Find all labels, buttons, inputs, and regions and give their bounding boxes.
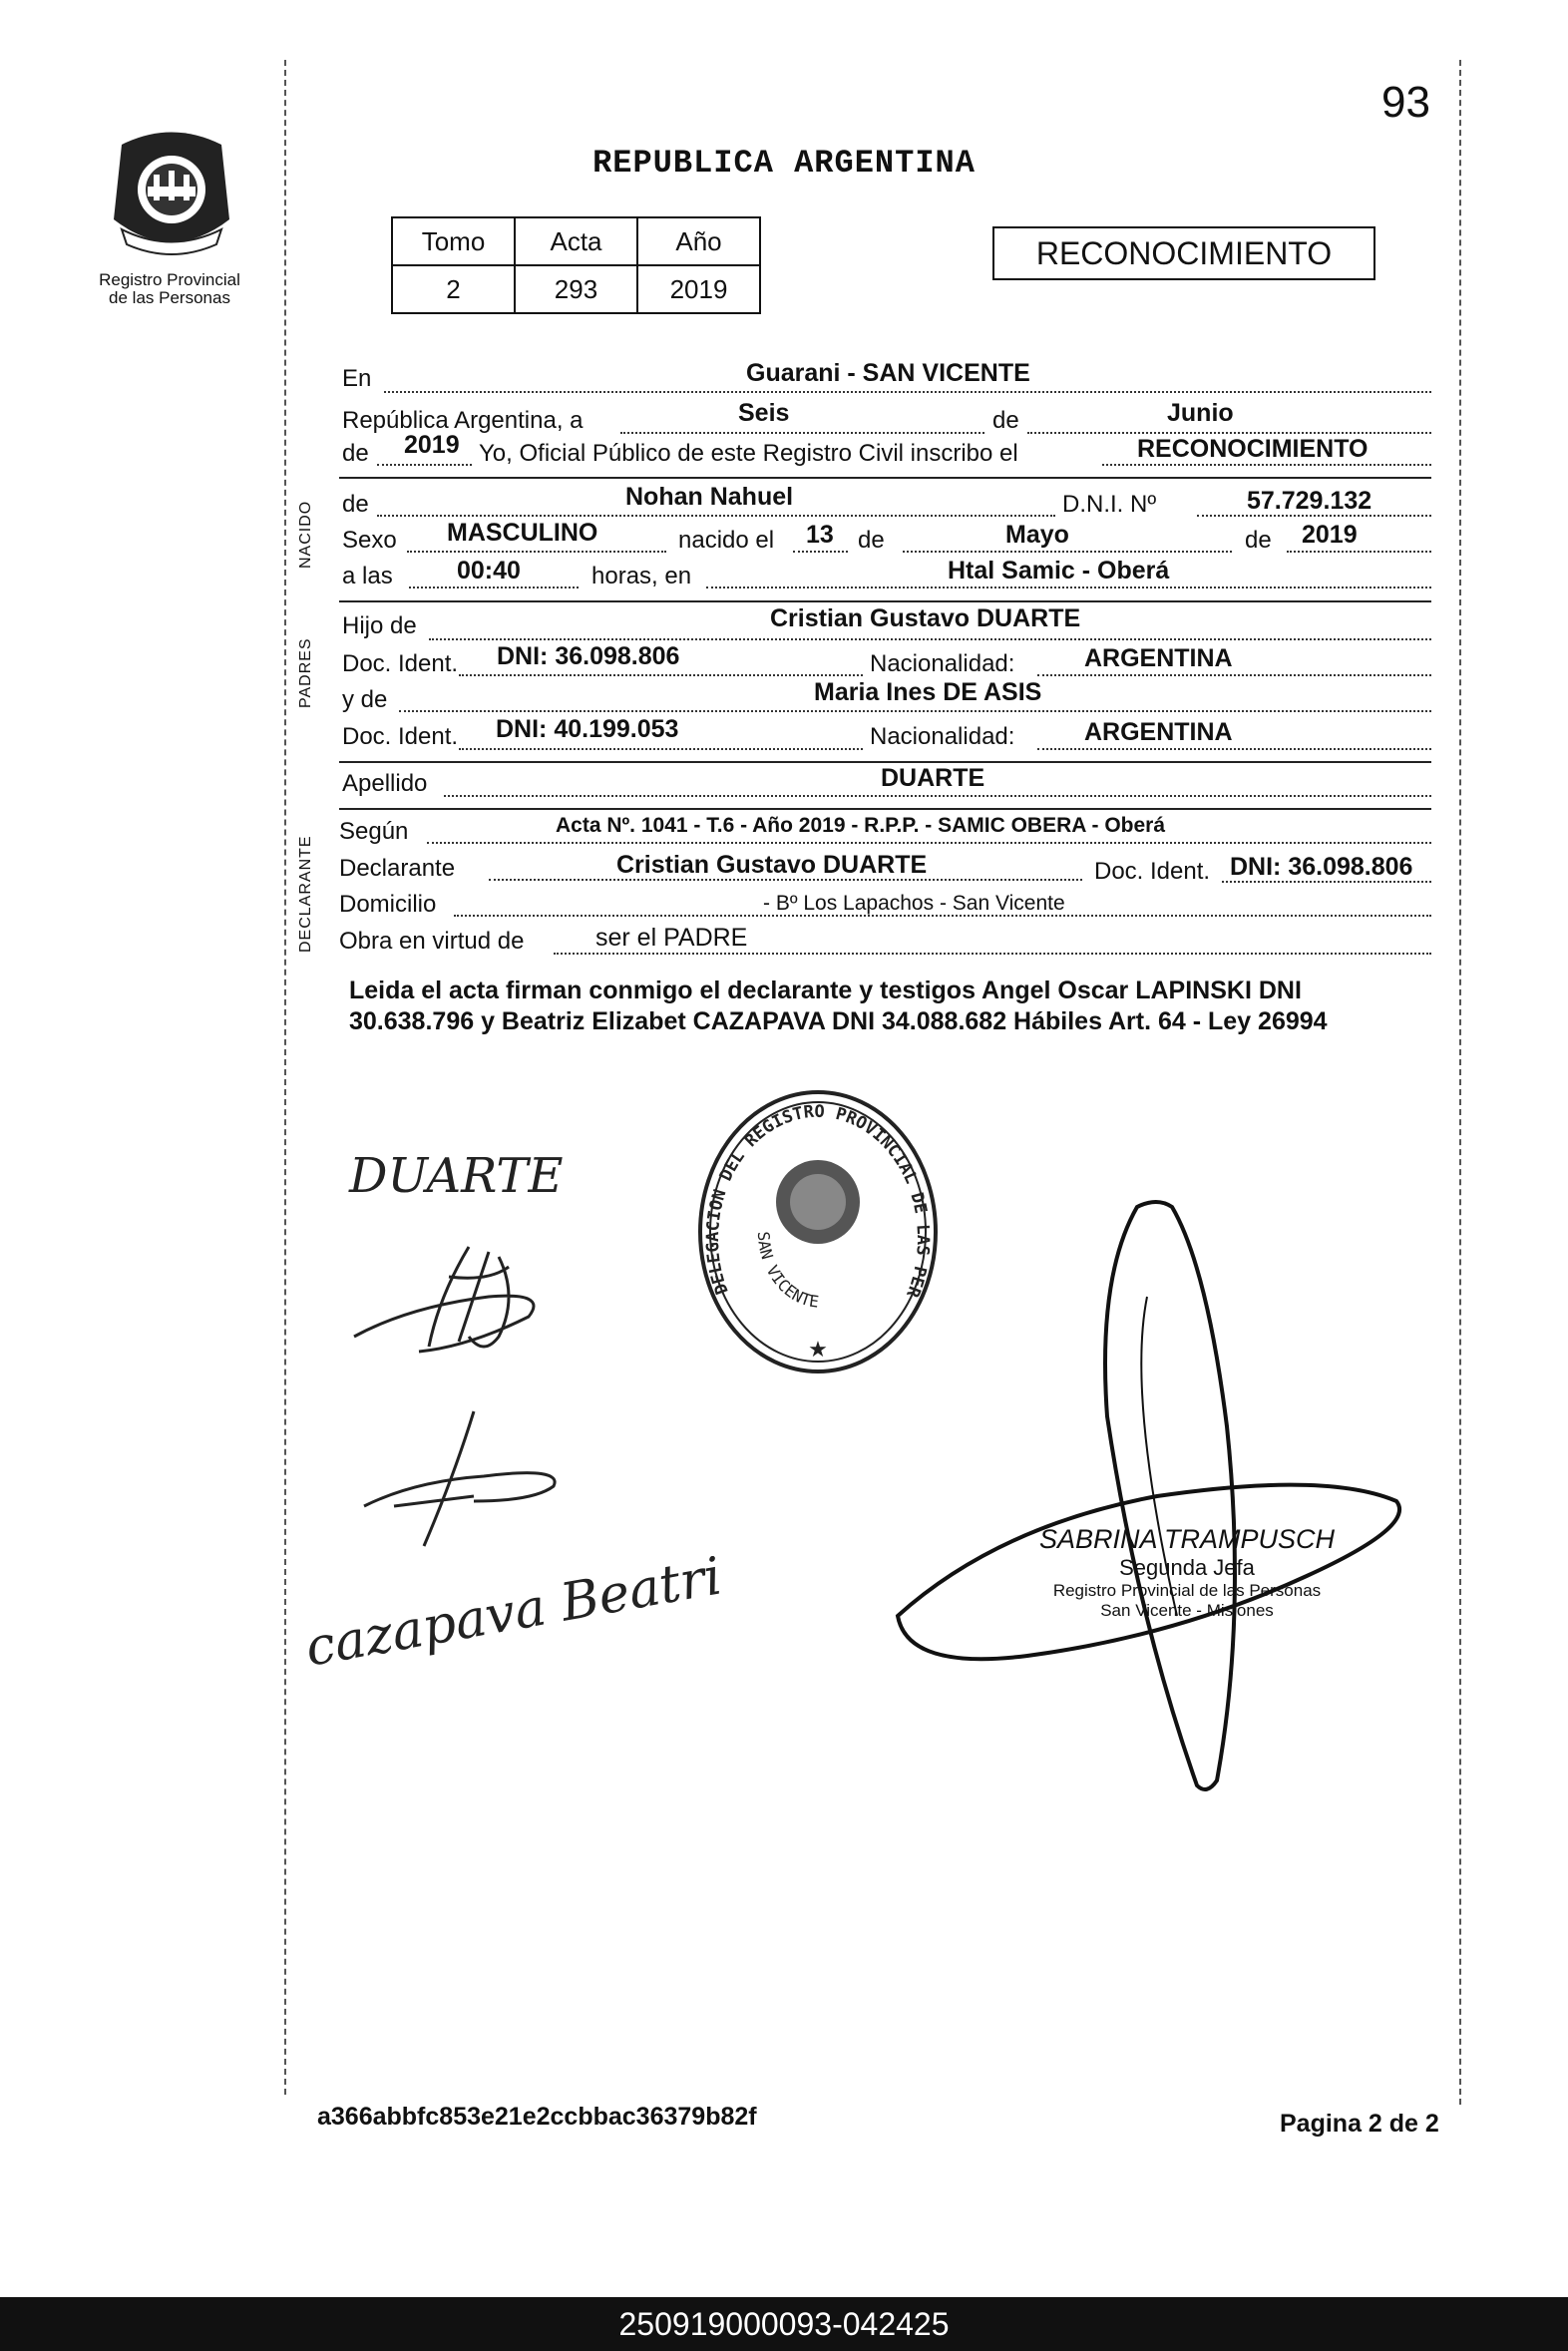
col-anio-header: Año (637, 217, 760, 265)
signature-duarte-text: DUARTE (349, 1148, 564, 1204)
dots-mes (1027, 432, 1431, 434)
value-apellido: DUARTE (881, 764, 985, 792)
label-republica: República Argentina, a (342, 407, 584, 434)
label-en: En (342, 365, 372, 392)
official-stamp (1017, 1524, 1357, 1621)
value-lugar-nac: Htal Samic - Oberá (948, 557, 1170, 585)
svg-text:★: ★ (808, 1337, 828, 1362)
dots-madre-doc (459, 748, 863, 750)
side-label-padres: PADRES (297, 637, 314, 708)
acta-value: 293 (515, 265, 637, 313)
value-dia: Seis (738, 399, 790, 427)
dots-madre (399, 710, 1431, 712)
official-role: Segunda Jefa (1119, 1555, 1255, 1580)
label-de-anio: de (1245, 527, 1272, 554)
col-tomo-header: Tomo (392, 217, 515, 265)
value-obra: ser el PADRE (595, 924, 748, 952)
value-hora: 00:40 (457, 557, 521, 585)
page-number: 93 (1381, 78, 1430, 127)
label-de: de (992, 407, 1019, 434)
value-madre-doc: DNI: 40.199.053 (496, 715, 679, 743)
label-doc-ident-2: Doc. Ident. (342, 723, 459, 750)
value-anio: 2019 (404, 431, 460, 459)
value-inscribo: RECONOCIMIENTO (1137, 435, 1369, 463)
section-rule-4 (339, 808, 1431, 810)
signature-duarte (344, 1137, 593, 1222)
dots-name (377, 515, 1055, 517)
value-nac-anio: 2019 (1302, 521, 1358, 549)
value-padre-doc: DNI: 36.098.806 (497, 642, 680, 670)
dots-year (377, 464, 472, 466)
label-sexo: Sexo (342, 527, 397, 554)
record-table (391, 216, 761, 314)
label-declarante: Declarante (339, 855, 456, 882)
dots-padre (429, 638, 1431, 640)
page-indicator: Pagina 2 de 2 (1280, 2110, 1439, 2138)
seal-ring-text: DELEGACION DEL REGISTRO PROVINCIAL DE LAS PER (702, 1101, 934, 1301)
dots-en (384, 391, 1431, 393)
act-type-box: RECONOCIMIENTO (992, 226, 1375, 280)
label-obra: Obra en virtud de (339, 928, 525, 955)
dots-segun (427, 842, 1431, 844)
record-table-header-row (392, 217, 760, 265)
value-nac-mes: Mayo (1005, 521, 1069, 549)
dots-madre-nac (1037, 748, 1431, 750)
official-signature (878, 1197, 1436, 1820)
value-segun: Acta Nº. 1041 - T.6 - Año 2019 - R.P.P. - SAMIC OBERA - Oberá (556, 814, 1166, 837)
right-margin-line (1459, 60, 1461, 2105)
dots-lugar-nac (706, 587, 1431, 588)
value-dni: 57.729.132 (1247, 487, 1372, 515)
label-de-name: de (342, 491, 369, 518)
dots-padre-nac (1037, 674, 1431, 676)
label-nacionalidad-1: Nacionalidad: (870, 650, 1015, 677)
label-de-mes: de (858, 527, 885, 554)
section-rule-2 (339, 600, 1431, 602)
value-madre: Maria Ines DE ASIS (814, 678, 1042, 706)
province-logo (92, 125, 251, 269)
label-apellido: Apellido (342, 770, 428, 797)
signature-cazapava-text: cazapava Beatriz (304, 1556, 723, 1679)
value-mes: Junio (1167, 399, 1234, 427)
signature-witness-1 (349, 1237, 579, 1367)
dots-inscribo (1102, 464, 1431, 466)
official-location: San Vicente - Misiones (1100, 1601, 1274, 1620)
value-declarante-doc: DNI: 36.098.806 (1230, 853, 1413, 881)
official-name: SABRINA TRAMPUSCH (1038, 1524, 1336, 1554)
label-a-las: a las (342, 563, 393, 589)
signature-cazapava (304, 1556, 723, 1711)
value-nac-dia: 13 (806, 521, 834, 549)
label-domicilio: Domicilio (339, 891, 437, 918)
value-padre-nac: ARGENTINA (1084, 644, 1233, 672)
value-declarante: Cristian Gustavo DUARTE (616, 851, 928, 879)
dots-nac-dia (793, 551, 848, 553)
logo-caption: Registro Provincial de las Personas (99, 270, 240, 307)
seal-inner-text: SAN VICENTE (753, 1231, 821, 1312)
barcode-strip: 250919000093-042425 (0, 2297, 1568, 2351)
label-y-de: y de (342, 686, 388, 713)
dots-sexo (407, 551, 666, 553)
dots-nac-mes (903, 551, 1232, 553)
value-domicilio: - Bº Los Lapachos - San Vicente (763, 892, 1065, 915)
value-lugar: Guarani - SAN VICENTE (746, 359, 1030, 387)
label-dni: D.N.I. Nº (1062, 491, 1157, 518)
tomo-value: 2 (392, 265, 515, 313)
label-de-year: de (342, 440, 369, 467)
closing-statement: Leida el acta firman conmigo el declarante y testigos Angel Oscar LAPINSKI DNI 30.638.796 y Beatriz Elizabet CAZAPAVA DNI 34.088.682 Hábiles Art. 64 - Ley 26994 (349, 977, 1328, 1035)
anio-value: 2019 (637, 265, 760, 313)
col-acta-header: Acta (515, 217, 637, 265)
side-label-declarante: DECLARANTE (297, 835, 314, 953)
label-hijo-de: Hijo de (342, 612, 417, 639)
dots-nac-anio (1287, 551, 1431, 553)
label-nacido-el: nacido el (678, 527, 775, 554)
dots-hora (409, 587, 579, 588)
value-madre-nac: ARGENTINA (1084, 718, 1233, 746)
label-doc-ident-1: Doc. Ident. (342, 650, 459, 677)
value-nombre: Nohan Nahuel (625, 483, 794, 511)
side-label-nacido: NACIDO (297, 500, 314, 569)
label-nacionalidad-2: Nacionalidad: (870, 723, 1015, 750)
label-doc-ident-3: Doc. Ident. (1094, 858, 1211, 885)
value-sexo: MASCULINO (447, 519, 598, 547)
document-title: REPUBLICA ARGENTINA (592, 145, 976, 182)
document-hash: a366abbfc853e21e2ccbbac36379b82f (317, 2103, 757, 2131)
dots-obra (554, 953, 1431, 955)
official-office: Registro Provincial de las Personas (1052, 1581, 1322, 1600)
label-horas-en: horas, en (591, 563, 692, 589)
section-rule-1 (339, 477, 1431, 479)
record-table-value-row (392, 265, 760, 313)
dots-apellido (444, 795, 1431, 797)
value-padre: Cristian Gustavo DUARTE (770, 604, 1081, 632)
dots-dia (620, 432, 984, 434)
label-yo: Yo, Oficial Público de este Registro Civil inscribo el (479, 440, 1018, 467)
left-margin-line (284, 60, 286, 2095)
dots-padre-doc (459, 674, 863, 676)
label-segun: Según (339, 818, 409, 845)
section-rule-3 (339, 761, 1431, 763)
signature-witness-2 (354, 1406, 593, 1556)
